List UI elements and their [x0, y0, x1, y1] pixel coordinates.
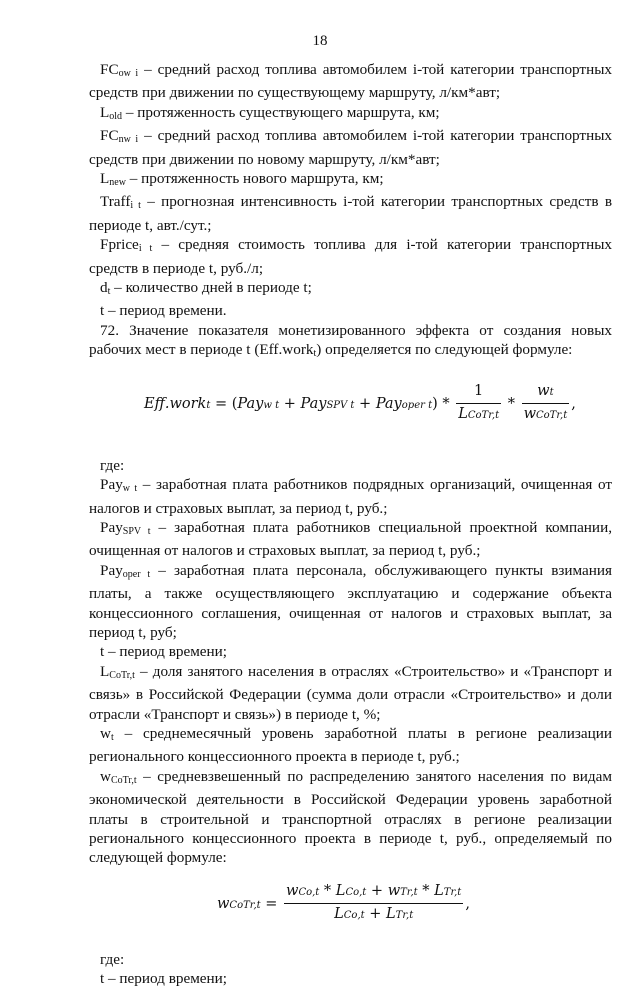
definition-t: t – период времени.: [100, 302, 227, 320]
page-number: 18: [312, 33, 328, 49]
paragraph-72: 72. Значение показателя монетизированного эффекта от создания новых рабочих мест в периоде t (Eff.work$_t$) определяется по следующей формуле:: [89, 321, 612, 360]
where-label-1: где:: [100, 456, 125, 474]
definition-w-t: $w_t$ – среднемесячный уровень заработной платы в регионе реализации регионального концессионного проекта в периоде t, руб.;: [89, 724, 612, 766]
definition-d: $d_t$ – количество дней в периоде t;: [100, 279, 312, 298]
fraction-w-over-wcotr: $\frac{wt}{\text{wCoTr,t}}$: [523, 382, 568, 423]
definition-traff: Traff$_{i t}$ – прогнозная интенсивность i-той категории транспортных средств в периоде t, авт./сут.;: [89, 193, 612, 234]
fraction-one-over-l: $\frac{1}{\text{LCoTr,t}}$: [458, 383, 500, 422]
definition-l-old: $L_{old}$ – протяженность существующего маршрута, км;: [100, 103, 440, 122]
definition-pay-w: Pay$_{w t}$ – заработная плата работников подрядных организаций, очищенная от налогов и страховых выплат, за период t, руб.;: [89, 476, 612, 517]
definition-pay-oper: Pay$_{oper t}$ – заработная плата персонала, обслуживающего пункты взимания платы, а также осуществляющего эксплуатацию и содержание объекта концессионного соглашения, очищенная от налогов и страховых выплат, за период t, руб;: [89, 561, 612, 641]
formula-w-cotr: wCoTr,t = $\frac{\text{wCo,t * LCo,t + wTr,t * LTr,t}}{\text{LCo,t + LTr,t}}$ ,: [89, 868, 612, 942]
definition-l-cotr: $L_{CoTr,t}$ – доля занятого населения в отраслях «Строительство» и «Транспорт и связь» в Российской Федерации (сумма доли отрасли «Строительство» и доли отрасли «Транспорт и связь») в периоде t, %;: [89, 662, 612, 723]
definition-l-new: $L_{new}$ – протяженность нового маршрута, км;: [100, 170, 384, 189]
definition-fprice: Fprice$_{i t}$ – средняя стоимость топлива для i-той категории транспортных средств в периоде t, руб./л;: [89, 236, 612, 277]
formula-eff-work: Eff.workt = (Payw t + PaySPV t + Payoper t) * $\frac{1}{\text{LCoTr,t}}$ * $\frac{wt}{\text{wCoTr,t}}$ ,: [89, 364, 612, 428]
where-label-2: где:: [100, 950, 125, 968]
main-text: [89, 60, 612, 989]
definition-t-3: t – период времени;: [100, 970, 228, 988]
definition-t-2: t – период времени;: [100, 643, 228, 661]
definition-fc-ow: $FC_{ow i}$ – средний расход топлива автомобилем i-той категории транспортных средств при движении по существующему маршруту, л/км*авт;: [89, 61, 612, 102]
definition-fc-nw: $FC_{nw i}$ – средний расход топлива автомобилем i-той категории транспортных средств при движении по новому маршруту, л/км*авт;: [89, 127, 612, 168]
definition-w-cotr: $w_{CoTr,t}$ – средневзвешенный по распределению занятого населения по видам экономической деятельности в Российской Федерации уровень заработной платы в строительной и транспортной отраслях в регионе реализации регионального концессионного проекта в периоде t, руб., определяемый по следующей формуле:: [89, 767, 612, 867]
definition-pay-spv: Pay$_{SPV t}$ – заработная плата работников специальной проектной компании, очищенная от налогов и страховых выплат, за период t, руб.;: [89, 518, 612, 560]
fraction-w-cotr: $\frac{\text{wCo,t * LCo,t + wTr,t * LTr,t}}{\text{LCo,t + LTr,t}}$: [286, 882, 462, 923]
